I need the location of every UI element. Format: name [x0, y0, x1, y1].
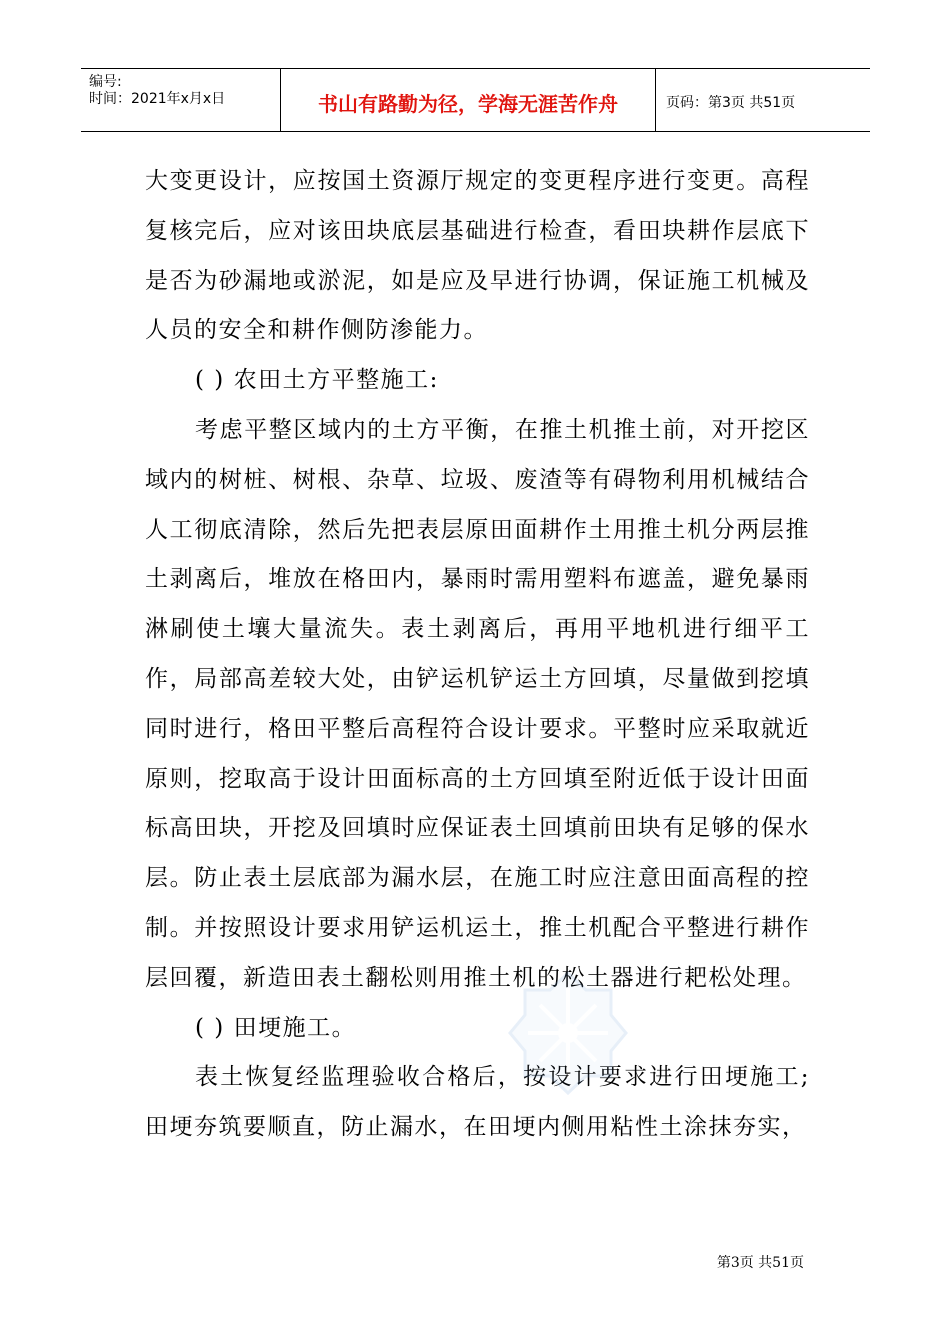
section-heading: ( ) 田埂施工。: [195, 1014, 357, 1041]
paragraph: 表土恢复经监理验收合格后，按设计要求进行田埂施工;田埂夯筑要顺直，防止漏水，在田埂内侧用粘性土涂抹夯实，: [145, 1064, 810, 1141]
paragraph: 考虑平整区域内的土方平衡，在推土机推土前，对开挖区域内的树桩、树根、杂草、垃圾、废渣等有碍物利用机械结合人工彻底清除，然后先把表层原田面耕作土用推土机分两层推土剥离后，堆放在格田内，暴雨时需用塑料布遮盖，避免暴雨淋刷使土壤大量流失。表土剥离后，再用平地机进行细平工作，局部高差较大处，由铲运机铲运土方回填，尽量做到挖填同时进行，格田平整后高程符合设计要求。平整时应采取就近原则，挖取高于设计田面标高的土方回填至附近低于设计田面标高田块，开挖及回填时应保证表土回填前田块有足够的保水层。防止表土层底部为漏水层，在施工时应注意田面高程的控制。并按照设计要求用铲运机运土，推土机配合平整进行耕作层回覆，新造田表土翻松则用推土机的松土器进行耙松处理。: [145, 416, 810, 991]
snowflake-watermark-icon: [508, 968, 628, 1098]
code-label: 编号:: [89, 74, 122, 90]
header-page-info: 页码：第3页 共51页: [666, 95, 796, 111]
section-heading: ( ) 农田土方平整施工:: [195, 367, 439, 394]
header-motto: 书山有路勤为径，学海无涯苦作舟: [281, 69, 656, 131]
time-label: 时间：2021年x月x日: [89, 91, 226, 107]
document-body: [145, 157, 810, 1153]
header-meta: [81, 69, 281, 131]
page-footer: 第3页 共51页: [716, 1255, 804, 1271]
page-header: [81, 68, 870, 132]
paragraph: 大变更设计，应按国土资源厅规定的变更程序进行变更。高程复核完后，应对该田块底层基础进行检查，看田块耕作层底下是否为砂漏地或淤泥，如是应及早进行协调，保证施工机械及人员的安全和耕作侧防渗能力。: [145, 168, 810, 344]
